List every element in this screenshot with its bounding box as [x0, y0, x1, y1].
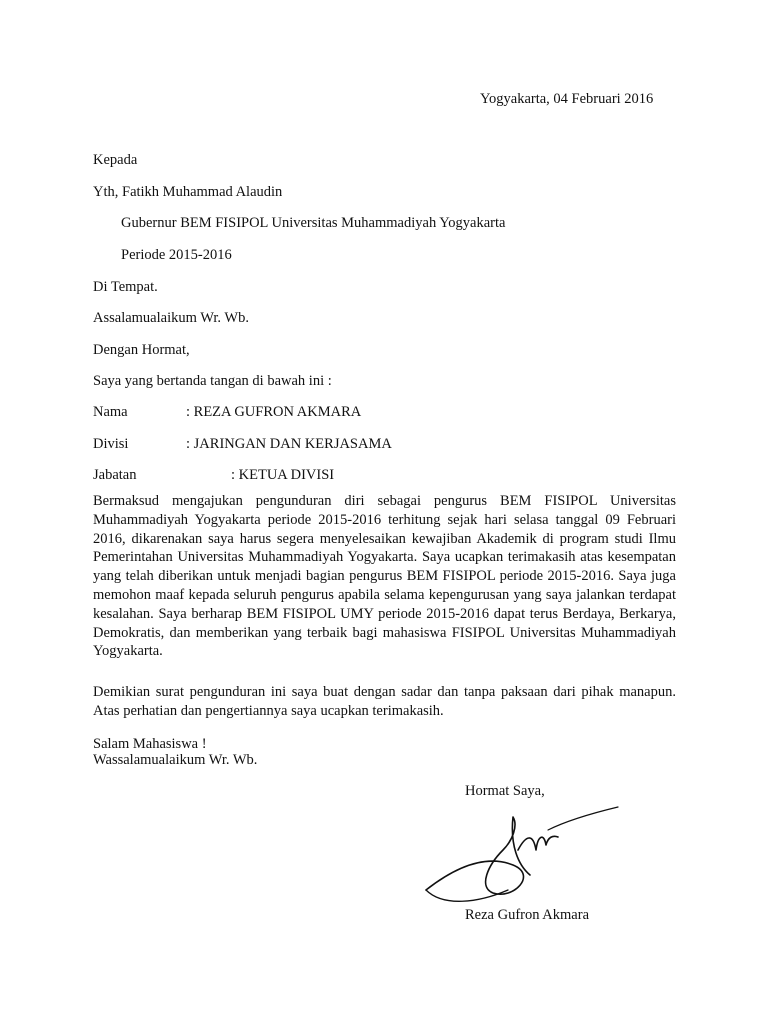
intro-line: Saya yang bertanda tangan di bawah ini :: [93, 373, 332, 389]
place-date: Yogyakarta, 04 Februari 2016: [480, 91, 654, 107]
closing-greeting: Wassalamualaikum Wr. Wb.: [93, 752, 258, 768]
kepada-label: Kepada: [93, 152, 138, 168]
jabatan-label: Jabatan: [93, 467, 137, 483]
recipient-period: Periode 2015-2016: [121, 247, 232, 263]
closing-salam: Salam Mahasiswa !: [93, 736, 207, 752]
hormat-saya: Hormat Saya,: [465, 783, 545, 799]
opening-greeting: Assalamualaikum Wr. Wb.: [93, 310, 249, 326]
di-tempat: Di Tempat.: [93, 279, 158, 295]
recipient-name: Yth, Fatikh Muhammad Alaudin: [93, 184, 283, 200]
recipient-title: Gubernur BEM FISIPOL Universitas Muhammadiyah Yogyakarta: [121, 215, 506, 231]
nama-value: : REZA GUFRON AKMARA: [186, 404, 362, 420]
closing-paragraph: Demikian surat pengunduran ini saya buat dengan sadar dan tanpa paksaan dari pihak manapun. Atas perhatian dan pengertiannya saya ucapkan terimakasih.: [93, 684, 676, 719]
divisi-label: Divisi: [93, 436, 129, 452]
body-paragraph: Bermaksud mengajukan pengunduran diri sebagai pengurus BEM FISIPOL Universitas Muhammadiyah Yogyakarta periode 2015-2016 terhitung sejak hari selasa tanggal 09 Februari 2016, dikarenakan saya harus segera menyelesaikan kewajiban Akademik di program studi Ilmu Pemerintahan Universitas Muhammadiyah Yogyakarta. Saya ucapkan terimakasih atas kesempatan yang telah diberikan untuk menjadi bagian pengurus BEM FISIPOL periode 2015-2016. Saya juga memohon maaf kepada seluruh pengurus apabila selama kepengurusan yang saya jalankan terdapat kesalahan. Saya berharap BEM FISIPOL UMY periode 2015-2016 dapat terus Berdaya, Berkarya, Demokratis, dan memberikan yang terbaik bagi mahasiswa FISIPOL Universitas Muhammadiyah Yogyakarta.: [93, 493, 676, 660]
nama-label: Nama: [93, 404, 128, 420]
signer-name: Reza Gufron Akmara: [465, 907, 590, 923]
handwritten-signature: [418, 795, 628, 910]
salutation: Dengan Hormat,: [93, 342, 190, 358]
divisi-value: : JARINGAN DAN KERJASAMA: [186, 436, 392, 452]
jabatan-value: : KETUA DIVISI: [231, 467, 335, 483]
